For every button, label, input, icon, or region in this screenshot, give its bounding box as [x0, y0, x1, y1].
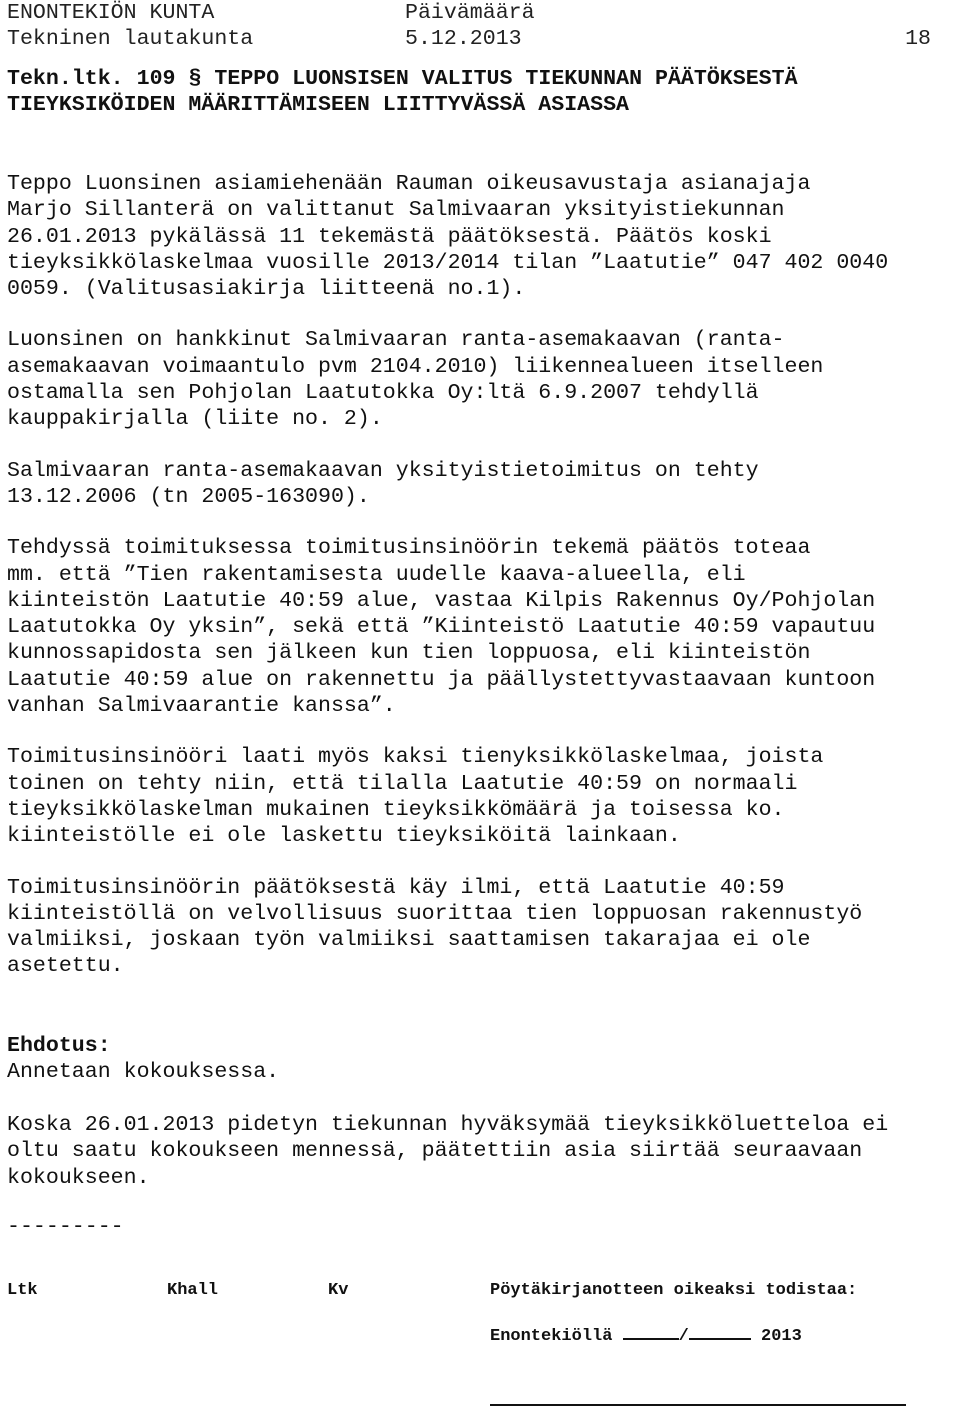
date-label: Päivämäärä [405, 1, 535, 25]
month-blank[interactable] [689, 1322, 751, 1340]
text-line: Laatutie 40:59 alue on rakennettu ja päällystettyvastaavaan kuntoon [7, 667, 876, 692]
text-line: Marjo Sillanterä on valittanut Salmivaaran yksityistiekunnan [7, 198, 785, 223]
text-line: kauppakirjalla (liite no. 2). [7, 407, 383, 432]
board-name: Tekninen lautakunta [7, 27, 254, 51]
text-line: 26.01.2013 pykälässä 11 tekemästä päätöksestä. Päätös koski [7, 224, 772, 249]
text-line: vanhan Salmivaarantie kanssa”. [7, 694, 396, 719]
paragraph-calculations [7, 744, 953, 849]
title-line-1: TEPPO LUONSISEN VALITUS TIEKUNNAN PÄÄTÖKSESTÄ [214, 67, 798, 91]
text-line: asemakaavan voimaantulo pvm 2104.2010) liikennealueen itselleen [7, 354, 824, 379]
text-line: Toimitusinsinöörin päätöksestä käy ilmi, että Laatutie 40:59 [7, 875, 785, 900]
text-line: kiinteistöllä on velvollisuus suorittaa tien loppuosan rakennustyö [7, 901, 863, 926]
footer-kv: Kv [328, 1281, 349, 1300]
paragraph-survey [7, 458, 953, 511]
text-line: Salmivaaran ranta-asemakaavan yksityistietoimitus on tehty [7, 458, 759, 483]
text-line: 13.12.2006 (tn 2005-163090). [7, 484, 370, 509]
item-number: 109 [136, 67, 176, 91]
meeting-date: 5.12.2013 [405, 27, 522, 51]
proposal-text: Annetaan kokouksessa. [7, 1060, 280, 1085]
decision-section [7, 1112, 888, 1191]
item-prefix: Tekn.ltk. [7, 67, 124, 91]
proposal-label: Ehdotus: [7, 1034, 111, 1058]
text-line: asetettu. [7, 954, 124, 979]
text-line: Koska 26.01.2013 pidetyn tiekunnan hyväksymää tieyksikköluetteloa ei [7, 1113, 889, 1137]
certification-label: Pöytäkirjanotteen oikeaksi todistaa: [490, 1281, 858, 1300]
separator-line: --------- [7, 1215, 124, 1239]
item-title [7, 66, 953, 119]
text-line: kiinteistön Laatutie 40:59 alue, vastaa Kilpis Rakennus Oy/Pohjolan [7, 588, 876, 613]
paragraph-purchase [7, 327, 953, 432]
section-mark: § [188, 67, 202, 91]
footer-khall: Khall [167, 1281, 219, 1300]
document-body [7, 171, 953, 1005]
text-line: valmiiksi, joskaan työn valmiiksi saattamisen takarajaa ei ole [7, 928, 811, 953]
certification-place [490, 1322, 802, 1350]
proposal-section [7, 1033, 279, 1086]
text-line: tieyksikkölaskelmaa vuosille 2013/2014 tilan ”Laatutie” 047 402 0040 [7, 250, 889, 275]
footer-ltk: Ltk [7, 1281, 38, 1300]
text-line: toinen on tehty niin, että tilalla Laatutie 40:59 on normaali [7, 771, 798, 796]
text-line: ostamalla sen Pohjolan Laatutokka Oy:ltä 6.9.2007 tehdyllä [7, 381, 759, 406]
date-slash: / [678, 1327, 689, 1346]
text-line: Laatutokka Oy yksin”, sekä että ”Kiinteistö Laatutie 40:59 vapautuu [7, 615, 876, 640]
text-line: Teppo Luonsinen asiamiehenään Rauman oikeusavustaja asianajaja [7, 172, 811, 196]
text-line: kokoukseen. [7, 1165, 150, 1190]
text-line: mm. että ”Tien rakentamisesta uudelle kaava-alueella, eli [7, 562, 746, 587]
text-line: tieyksikkölaskelman mukainen tieyksikkömäärä ja toisessa ko. [7, 797, 785, 822]
paragraph-engineer-decision [7, 535, 953, 719]
text-line: 0059. (Valitusasiakirja liitteenä no.1). [7, 277, 526, 302]
document-header [7, 0, 953, 54]
title-line-2: TIEYKSIKÖIDEN MÄÄRITTÄMISEEN LIITTYVÄSSÄ ASIASSA [7, 93, 630, 118]
text-line: Tehdyssä toimituksessa toimitusinsinöörin tekemä päätös toteaa [7, 536, 811, 561]
signature-line[interactable] [490, 1404, 906, 1406]
place-name: Enontekiöllä [490, 1327, 613, 1346]
text-line: Luonsinen on hankkinut Salmivaaran ranta-asemakaavan (ranta- [7, 328, 785, 353]
text-line: Toimitusinsinööri laati myös kaksi tienyksikkölaskelmaa, joista [7, 745, 824, 770]
page-number: 18 [905, 27, 931, 51]
text-line: oltu saatu kokoukseen mennessä, päätettiin asia siirtää seuraavaan [7, 1139, 863, 1164]
certification-year: 2013 [761, 1327, 802, 1346]
day-blank[interactable] [623, 1322, 679, 1340]
municipality-name: ENONTEKIÖN KUNTA [7, 1, 215, 25]
paragraph-appeal [7, 171, 953, 302]
text-line: kunnossapidosta sen jälkeen kun tien loppuosa, eli kiinteistön [7, 641, 811, 666]
paragraph-obligation [7, 875, 953, 980]
text-line: kiinteistölle ei ole laskettu tieyksiköitä lainkaan. [7, 824, 681, 849]
